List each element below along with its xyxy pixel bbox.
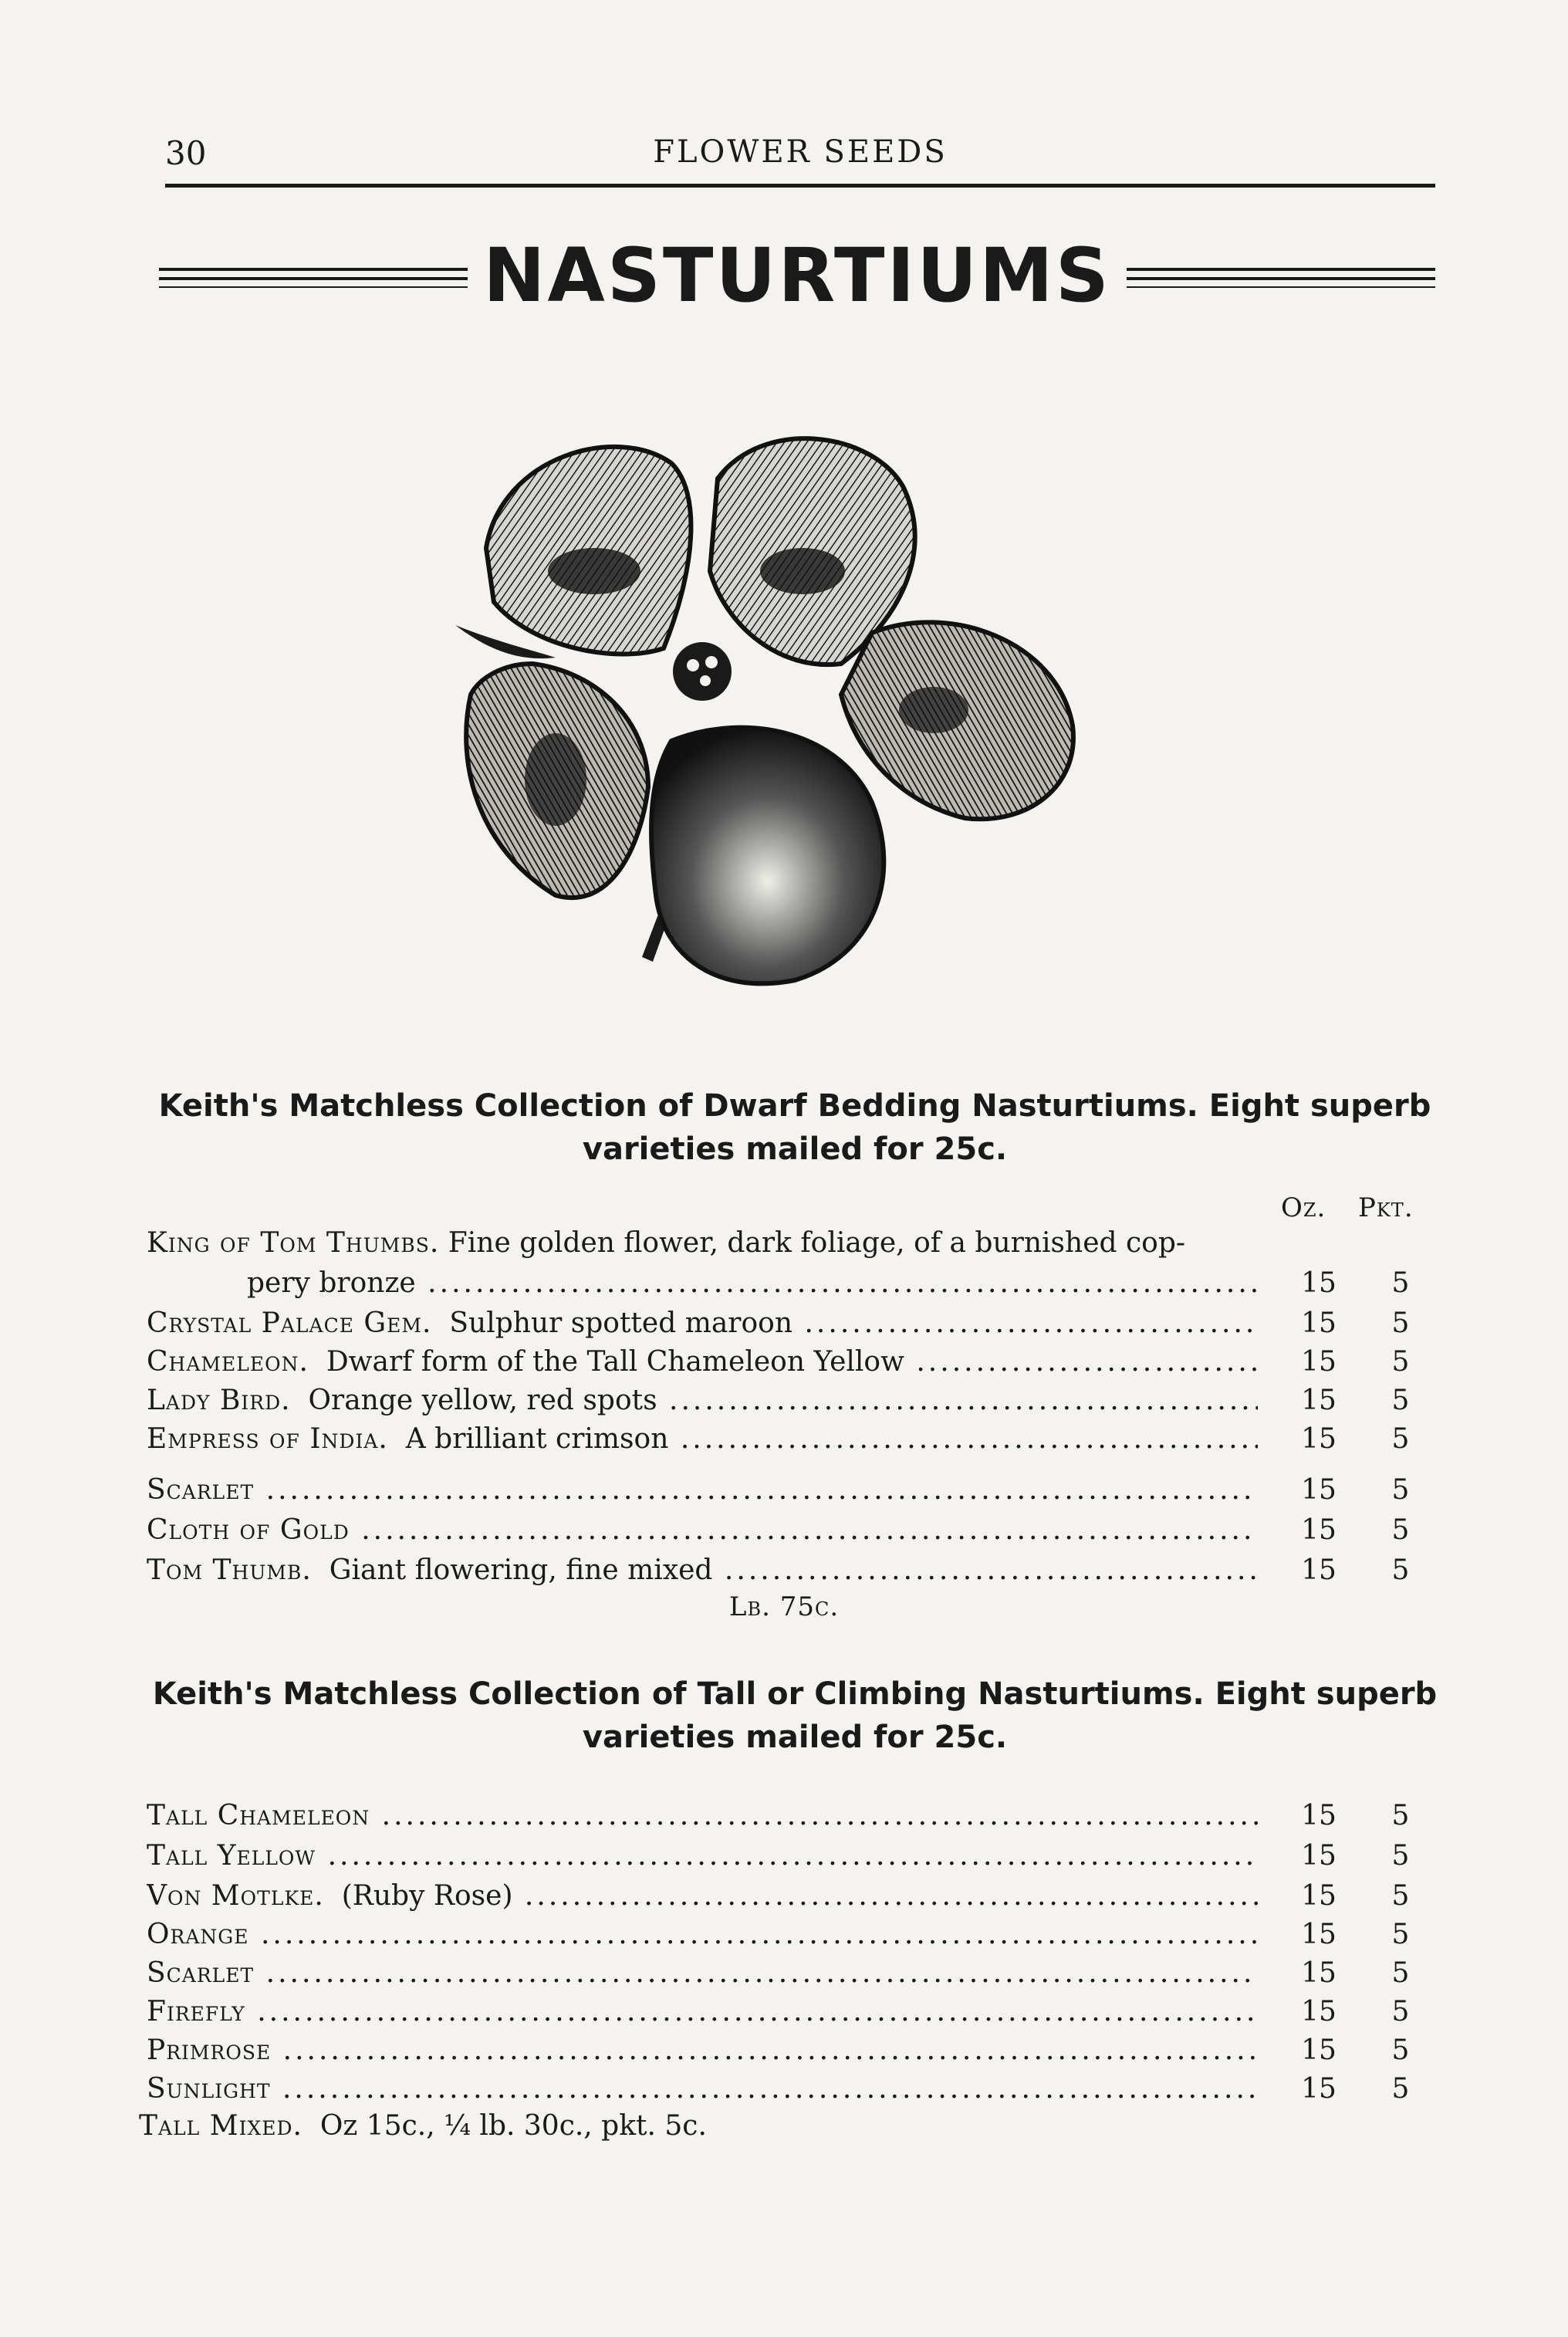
price-row xyxy=(139,1797,1435,1835)
item-desc: Orange yellow, red spots xyxy=(308,1385,657,1416)
oz-price: 15 xyxy=(1301,1554,1337,1586)
dwarf-item-first-line1 xyxy=(147,1224,1273,1263)
price-row xyxy=(139,1877,1435,1916)
title-block xyxy=(159,232,1435,328)
pkt-price: 5 xyxy=(1391,1346,1410,1378)
pkt-price: 5 xyxy=(1391,1474,1410,1506)
item-desc: Fine golden flower, dark foliage, of a burnished cop- xyxy=(448,1227,1186,1259)
pkt-price: 5 xyxy=(1391,1880,1410,1912)
pkt-price: 5 xyxy=(1391,1840,1410,1872)
oz-price: 15 xyxy=(1301,1514,1337,1546)
item-desc: Giant flowering, fine mixed xyxy=(329,1554,713,1586)
item-name: Tom Thumb. xyxy=(147,1554,312,1586)
oz-price: 15 xyxy=(1301,1307,1337,1339)
item-name: Firefly xyxy=(147,1996,245,2028)
pkt-price: 5 xyxy=(1391,1554,1410,1586)
dwarf-heading-line2: varieties mailed for 25c. xyxy=(582,1131,1008,1167)
item-name: Empress of India. xyxy=(147,1423,388,1455)
price-row xyxy=(139,1993,1435,2031)
item-desc-continued: pery bronze ..... xyxy=(247,1264,1258,1303)
page-title: NASTURTIUMS xyxy=(483,232,1111,319)
item-name: Primrose xyxy=(147,2034,272,2066)
running-title: FLOWER SEEDS xyxy=(653,134,948,170)
dwarf-heading-line1: Keith's Matchless Collection of Dwarf Bedding Nasturtiums. Eight superb xyxy=(158,1088,1431,1124)
tall-heading-line2: varieties mailed for 25c. xyxy=(582,1720,1008,1755)
tall-heading-line1: Keith's Matchless Collection of Tall or Climbing Nasturtiums. Eight superb xyxy=(152,1676,1438,1712)
oz-price: 15 xyxy=(1301,1919,1337,1950)
item-desc: Sulphur spotted maroon xyxy=(449,1307,793,1339)
oz-price: 15 xyxy=(1301,1800,1337,1831)
page-number: 30 xyxy=(165,134,207,172)
oz-price: 15 xyxy=(1301,2073,1337,2105)
oz-price: 15 xyxy=(1301,1346,1337,1378)
pkt-price: 5 xyxy=(1391,1385,1410,1416)
column-oz: Oz. xyxy=(1281,1192,1326,1223)
item-name: Orange xyxy=(147,1919,249,1950)
price-row xyxy=(139,1551,1435,1590)
pkt-price: 5 xyxy=(1391,1514,1410,1546)
header-rule xyxy=(165,184,1435,188)
item-name: King of Tom Thumbs. xyxy=(147,1227,440,1259)
oz-price: 15 xyxy=(1301,1423,1337,1455)
oz-price: 15 xyxy=(1301,1474,1337,1506)
item-name: Scarlet xyxy=(147,1957,255,1989)
tall-mixed-line xyxy=(139,2107,707,2146)
item-desc: Dwarf form of the Tall Chameleon Yellow xyxy=(326,1346,904,1378)
item-name: Chameleon. xyxy=(147,1346,309,1378)
item-name: Tall Chameleon xyxy=(147,1800,370,1831)
price-row xyxy=(139,1511,1435,1550)
price-row xyxy=(139,2070,1435,2109)
pound-price-note: Lb. 75c. xyxy=(728,1591,840,1622)
item-name: Cloth of Gold xyxy=(147,1514,350,1546)
oz-price: 15 xyxy=(1301,1267,1337,1299)
pkt-price: 5 xyxy=(1391,1957,1410,1989)
oz-price: 15 xyxy=(1301,1840,1337,1872)
price-row xyxy=(139,2031,1435,2070)
price-row xyxy=(139,1916,1435,1954)
oz-price: 15 xyxy=(1301,1996,1337,2028)
item-name: Von Motlke. xyxy=(147,1880,324,1912)
pkt-price: 5 xyxy=(1391,1423,1410,1455)
item-desc: A brilliant crimson xyxy=(405,1423,669,1455)
price-row xyxy=(139,1304,1435,1343)
oz-price: 15 xyxy=(1301,2034,1337,2066)
pkt-price: 5 xyxy=(1391,1800,1410,1831)
nasturtium-flower-icon xyxy=(440,417,1150,1011)
price-row xyxy=(139,1420,1435,1459)
item-name: Lady Bird. xyxy=(147,1385,291,1416)
pkt-price: 5 xyxy=(1391,1307,1410,1339)
oz-price: 15 xyxy=(1301,1880,1337,1912)
oz-price: 15 xyxy=(1301,1957,1337,1989)
running-head xyxy=(165,130,1435,176)
pkt-price: 5 xyxy=(1391,1996,1410,2028)
price-row xyxy=(139,1837,1435,1875)
pkt-price: 5 xyxy=(1391,1919,1410,1950)
item-name: Tall Yellow xyxy=(147,1840,316,1872)
price-row xyxy=(139,1264,1435,1303)
pkt-price: 5 xyxy=(1391,1267,1410,1299)
pkt-price: 5 xyxy=(1391,2073,1410,2105)
item-name: Tall Mixed. xyxy=(139,2110,302,2142)
price-row xyxy=(139,1954,1435,1993)
item-desc: (Ruby Rose) xyxy=(341,1880,513,1912)
item-name: Crystal Palace Gem. xyxy=(147,1307,432,1339)
item-name: Sunlight xyxy=(147,2073,271,2105)
pkt-price: 5 xyxy=(1391,2034,1410,2066)
item-name: Scarlet xyxy=(147,1474,255,1506)
price-row xyxy=(139,1471,1435,1510)
mixed-price: Oz 15c., ¼ lb. 30c., pkt. 5c. xyxy=(319,2110,707,2142)
price-row xyxy=(139,1382,1435,1420)
oz-price: 15 xyxy=(1301,1385,1337,1416)
column-pkt: Pkt. xyxy=(1358,1192,1414,1223)
price-row xyxy=(139,1343,1435,1382)
